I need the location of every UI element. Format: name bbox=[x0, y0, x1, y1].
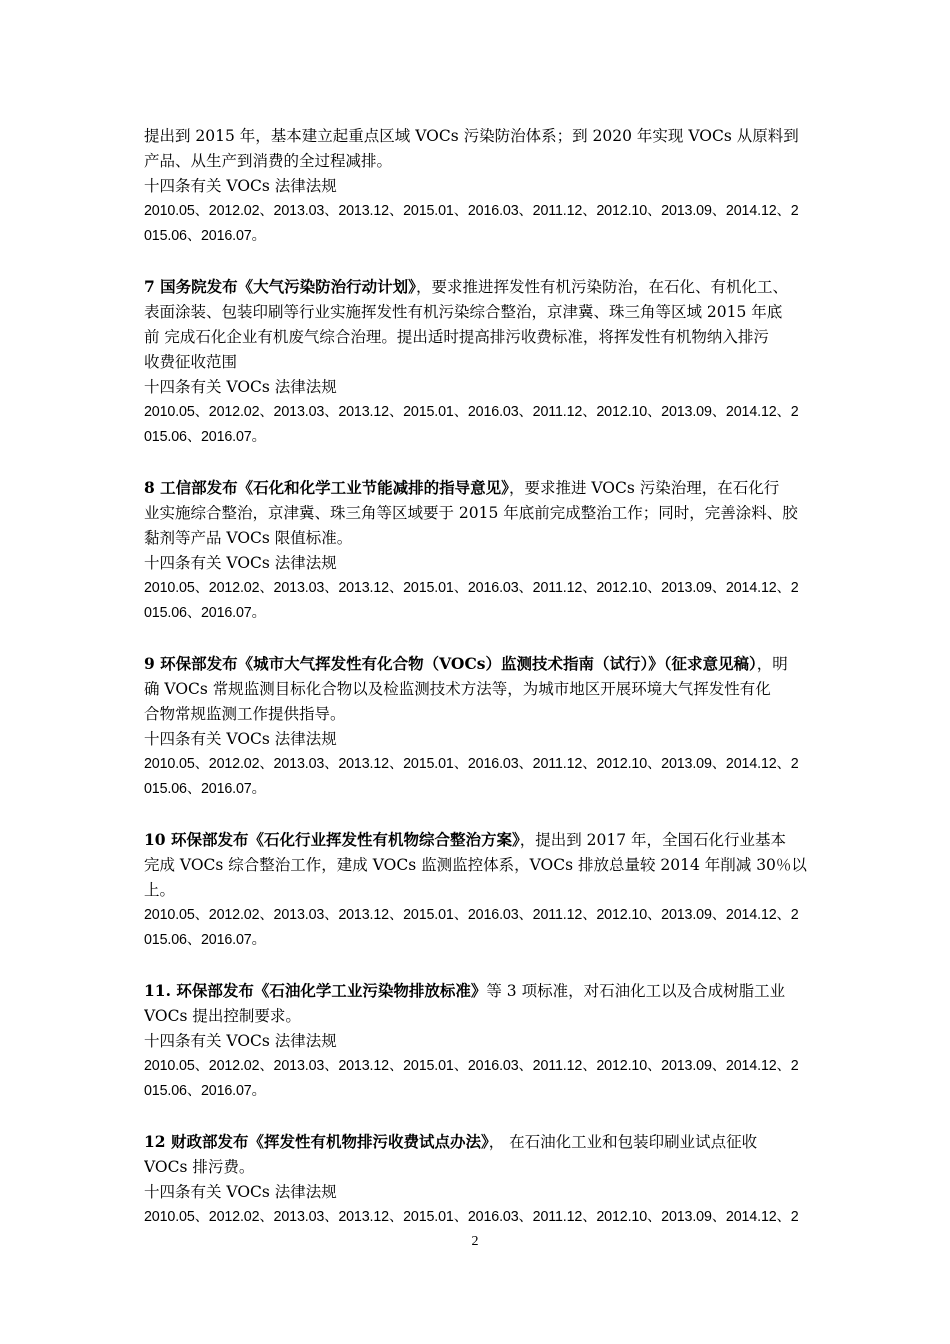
paragraph-line: 黏剂等产品 VOCs 限值标准。 bbox=[144, 529, 353, 547]
item-10-line-1: 10 环保部发布《石化行业挥发性有机物综合整治方案》，提出到 2017 年，全国石化行业基本 bbox=[144, 830, 787, 849]
date-list: 015.06、2016.07。 bbox=[144, 605, 266, 621]
reference-heading: 十四条有关 VOCs 法律法规 bbox=[144, 177, 337, 195]
reference-heading: 十四条有关 VOCs 法律法规 bbox=[144, 554, 337, 572]
paragraph-line: VOCs 排污费。 bbox=[144, 1158, 255, 1176]
item-11-line-1: 11. 环保部发布《石油化学工业污染物排放标准》等 3 项标准，对石油化工以及合成树脂工业 bbox=[144, 981, 786, 1000]
date-list: 2010.05、2012.02、2013.03、2013.12、2015.01、2016.03、2011.12、2012.10、2013.09、2014.12、2 bbox=[144, 1209, 799, 1225]
item-title: 11. 环保部发布《石油化学工业污染物排放标准》 bbox=[144, 981, 487, 1000]
paragraph-gap bbox=[144, 1104, 808, 1129]
paragraph-line: 确 VOCs 常规监测目标化合物以及检监测技术方法等，为城市地区开展环境大气挥发性有化 bbox=[144, 680, 771, 698]
date-list: 2010.05、2012.02、2013.03、2013.12、2015.01、2016.03、2011.12、2012.10、2013.09、2014.12、2 bbox=[144, 580, 799, 596]
date-list: 015.06、2016.07。 bbox=[144, 781, 266, 797]
paragraph-line: 前 完成石化企业有机废气综合治理。提出适时提高排污收费标准，将挥发性有机物纳入排污 bbox=[144, 328, 769, 346]
item-7-line-1: 7 国务院发布《大气污染防治行动计划》，要求推进挥发性有机污染防治，在石化、有机化工、 bbox=[144, 277, 788, 296]
paragraph-line: 提出到 2015 年，基本建立起重点区域 VOCs 污染防治体系；到 2020 年实现 VOCs 从原料到 bbox=[144, 127, 799, 145]
item-8-line-1: 8 工信部发布《石化和化学工业节能减排的指导意见》，要求推进 VOCs 污染治理，在石化行 bbox=[144, 478, 780, 497]
page-body bbox=[144, 124, 808, 1230]
date-list: 015.06、2016.07。 bbox=[144, 932, 266, 948]
item-title: 7 国务院发布《大气污染防治行动计划》 bbox=[144, 277, 416, 296]
item-9-line-1: 9 环保部发布《城市大气挥发性有化合物（VOCs）监测技术指南（试行）》（征求意见稿），明 bbox=[144, 654, 788, 673]
date-list: 015.06、2016.07。 bbox=[144, 1083, 266, 1099]
page-number: 2 bbox=[471, 1234, 479, 1249]
paragraph-line: 完成 VOCs 综合整治工作，建成 VOCs 监测监控体系，VOCs 排放总量较 2014 年削减 30％以 bbox=[144, 856, 807, 874]
reference-heading: 十四条有关 VOCs 法律法规 bbox=[144, 1032, 337, 1050]
date-list: 2010.05、2012.02、2013.03、2013.12、2015.01、2016.03、2011.12、2012.10、2013.09、2014.12、2 bbox=[144, 404, 799, 420]
paragraph-line: 产品、从生产到消费的全过程减排。 bbox=[144, 152, 393, 170]
item-title: 8 工信部发布《石化和化学工业节能减排的指导意见》 bbox=[144, 478, 509, 497]
paragraph-gap bbox=[144, 249, 808, 274]
reference-heading: 十四条有关 VOCs 法律法规 bbox=[144, 1183, 337, 1201]
date-list: 2010.05、2012.02、2013.03、2013.12、2015.01、2016.03、2011.12、2012.10、2013.09、2014.12、2 bbox=[144, 756, 799, 772]
paragraph-line: VOCs 提出控制要求。 bbox=[144, 1007, 301, 1025]
item-title: 12 财政部发布《挥发性有机物排污收费试点办法》 bbox=[144, 1132, 489, 1151]
date-list: 2010.05、2012.02、2013.03、2013.12、2015.01、2016.03、2011.12、2012.10、2013.09、2014.12、2 bbox=[144, 203, 799, 219]
item-title: 9 环保部发布《城市大气挥发性有化合物（VOCs）监测技术指南（试行）》（征求意见稿） bbox=[144, 654, 757, 673]
paragraph-line: 收费征收范围 bbox=[144, 353, 238, 371]
paragraph-gap bbox=[144, 626, 808, 651]
date-list: 2010.05、2012.02、2013.03、2013.12、2015.01、2016.03、2011.12、2012.10、2013.09、2014.12、2 bbox=[144, 907, 799, 923]
paragraph-line: 业实施综合整治，京津冀、珠三角等区域要于 2015 年底前完成整治工作；同时，完善涂料、胶 bbox=[144, 504, 798, 522]
item-12-line-1: 12 财政部发布《挥发性有机物排污收费试点办法》， 在石油化工业和包装印刷业试点征收 bbox=[144, 1132, 758, 1151]
paragraph-line: 合物常规监测工作提供指导。 bbox=[144, 705, 346, 723]
paragraph-gap bbox=[144, 450, 808, 475]
paragraph-line: 表面涂装、包装印刷等行业实施挥发性有机污染综合整治，京津冀、珠三角等区域 2015 年底 bbox=[144, 303, 783, 321]
paragraph-line: 上。 bbox=[144, 881, 176, 899]
date-list: 015.06、2016.07。 bbox=[144, 228, 266, 244]
date-list: 2010.05、2012.02、2013.03、2013.12、2015.01、2016.03、2011.12、2012.10、2013.09、2014.12、2 bbox=[144, 1058, 799, 1074]
paragraph-gap bbox=[144, 953, 808, 978]
item-title: 10 环保部发布《石化行业挥发性有机物综合整治方案》 bbox=[144, 830, 520, 849]
date-list: 015.06、2016.07。 bbox=[144, 429, 266, 445]
reference-heading: 十四条有关 VOCs 法律法规 bbox=[144, 378, 337, 396]
paragraph-gap bbox=[144, 802, 808, 827]
reference-heading: 十四条有关 VOCs 法律法规 bbox=[144, 730, 337, 748]
